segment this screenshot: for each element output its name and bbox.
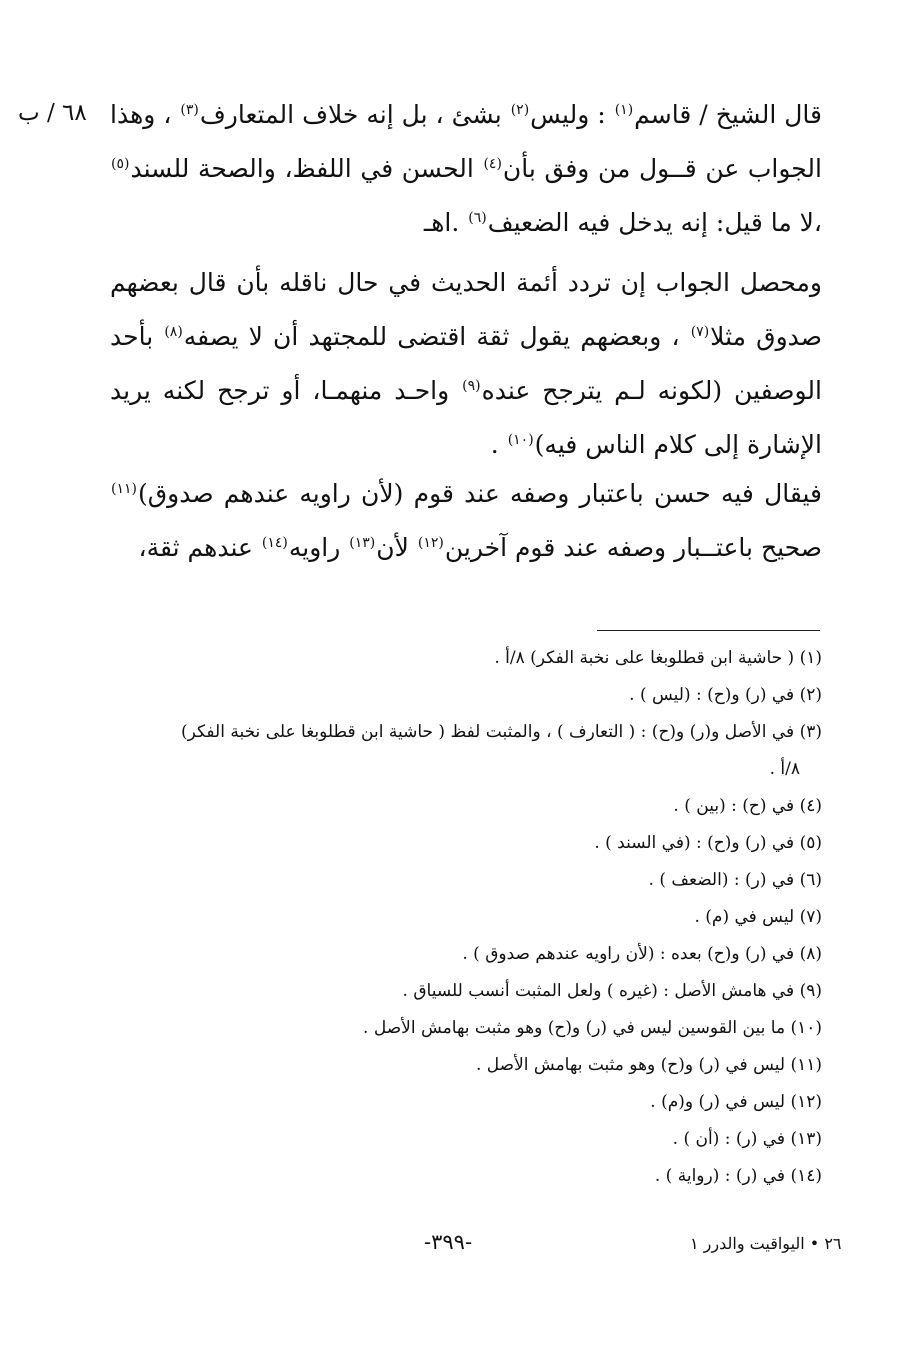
footnote-separator: [597, 630, 820, 631]
footnote-ref-13[interactable]: (١٣): [349, 534, 376, 551]
text-segment: بأحد الوصفين (لكونه لـم يترجح عنده: [110, 322, 822, 405]
footnote-ref-5[interactable]: (٥): [111, 155, 130, 172]
footnote-3: (٣) في الأصل و(ر) و(ح) : ( التعارف ) ، والمثبت لفظ ( حاشية ابن قطلوبغا على نخبة الفكر): [181, 722, 822, 742]
footnote-ref-2[interactable]: (٢): [510, 101, 530, 118]
footnote-ref-4[interactable]: (٤): [483, 155, 502, 172]
text-segment: عندهم ثقة،: [138, 533, 261, 562]
footnote-1: (١) ( حاشية ابن قطلوبغا على نخبة الفكر) ٨/أ .: [494, 648, 822, 668]
footnote-5: (٥) في (ر) و(ح) : (في السند ) .: [594, 833, 822, 853]
footnote-2: (٢) في (ر) و(ح) : (ليس ) .: [629, 685, 822, 705]
text-segment: .اهـ: [423, 208, 468, 237]
paragraph-1: [110, 88, 822, 250]
text-segment: .: [490, 430, 507, 459]
text-segment: راويه: [288, 533, 349, 562]
footnote-ref-1[interactable]: (١): [614, 101, 634, 118]
text-segment: ، وهذا الجواب عن قــول من وفق بأن: [110, 100, 822, 183]
footnote-ref-3[interactable]: (٣): [180, 101, 199, 118]
footnote-ref-10[interactable]: (١٠): [507, 431, 534, 448]
text-segment: ومحصل الجواب إن تردد أئمة الحديث في حال ناقله بأن قال بعضهم صدوق مثلا: [110, 268, 822, 351]
footnote-3-continuation: ٨/أ .: [769, 759, 800, 779]
footnote-10: (١٠) ما بين القوسين ليس في (ر) و(ح) وهو مثبت بهامش الأصل .: [363, 1018, 822, 1038]
paragraph-2: [110, 256, 822, 472]
text-segment: واحـد منهمـا، أو ترجح لكنه يريد الإشارة إلى كلام الناس فيه): [110, 376, 822, 459]
footnote-6: (٦) في (ر) : (الضعف ) .: [648, 870, 822, 890]
footnotes-list: [110, 640, 822, 1195]
text-segment: : وليس: [530, 100, 614, 129]
footnote-ref-8[interactable]: (٨): [164, 323, 183, 340]
footnote-ref-12[interactable]: (١٢): [417, 534, 444, 551]
footnote-7: (٧) ليس في (م) .: [694, 907, 822, 927]
footnote-14: (١٤) في (ر) : (رواية ) .: [654, 1166, 822, 1186]
footnote-12: (١٢) ليس في (ر) و(م) .: [650, 1092, 822, 1112]
text-segment: ،لا ما قيل: إنه يدخل فيه الضعيف: [487, 208, 822, 237]
text-segment: لأن: [376, 533, 417, 562]
footnote-ref-11[interactable]: (١١): [111, 480, 137, 497]
footnote-ref-14[interactable]: (١٤): [261, 534, 288, 551]
text-segment: الحسن في اللفظ، والصحة للسند: [130, 154, 483, 183]
footnote-13: (١٣) في (ر) : (أن ) .: [672, 1129, 822, 1149]
text-segment: فيقال فيه حسن باعتبار وصفه عند قوم (لأن راويه عندهم صدوق): [137, 479, 822, 508]
text-segment: صحيح باعتــبار وصفه عند قوم آخرين: [444, 533, 822, 562]
text-segment: ، وبعضهم يقول ثقة اقتضى للمجتهد أن لا يصفه: [183, 322, 690, 351]
page-number: -٣٩٩-: [424, 1230, 473, 1254]
paragraph-3: [110, 467, 822, 575]
text-segment: بشئ ، بل إنه خلاف المتعارف: [199, 100, 510, 129]
footnote-8: (٨) في (ر) و(ح) بعده : (لأن راويه عندهم صدوق ) .: [462, 944, 822, 964]
folio-marginal-note: ٦٨ / ب: [18, 100, 87, 126]
footnote-ref-7[interactable]: (٧): [690, 323, 710, 340]
footnote-4: (٤) في (ح) : (بين ) .: [673, 796, 822, 816]
footnote-ref-6[interactable]: (٦): [468, 209, 487, 226]
footnote-11: (١١) ليس في (ر) و(ح) وهو مثبت بهامش الأصل .: [475, 1055, 822, 1075]
text-segment: قال الشيخ / قاسم: [634, 100, 822, 129]
footnote-ref-9[interactable]: (٩): [462, 377, 481, 394]
printer-signature: ٢٦ • اليواقيت والدرر ١: [690, 1234, 842, 1253]
footnote-9: (٩) في هامش الأصل : (غيره ) ولعل المثبت أنسب للسياق .: [402, 981, 822, 1001]
